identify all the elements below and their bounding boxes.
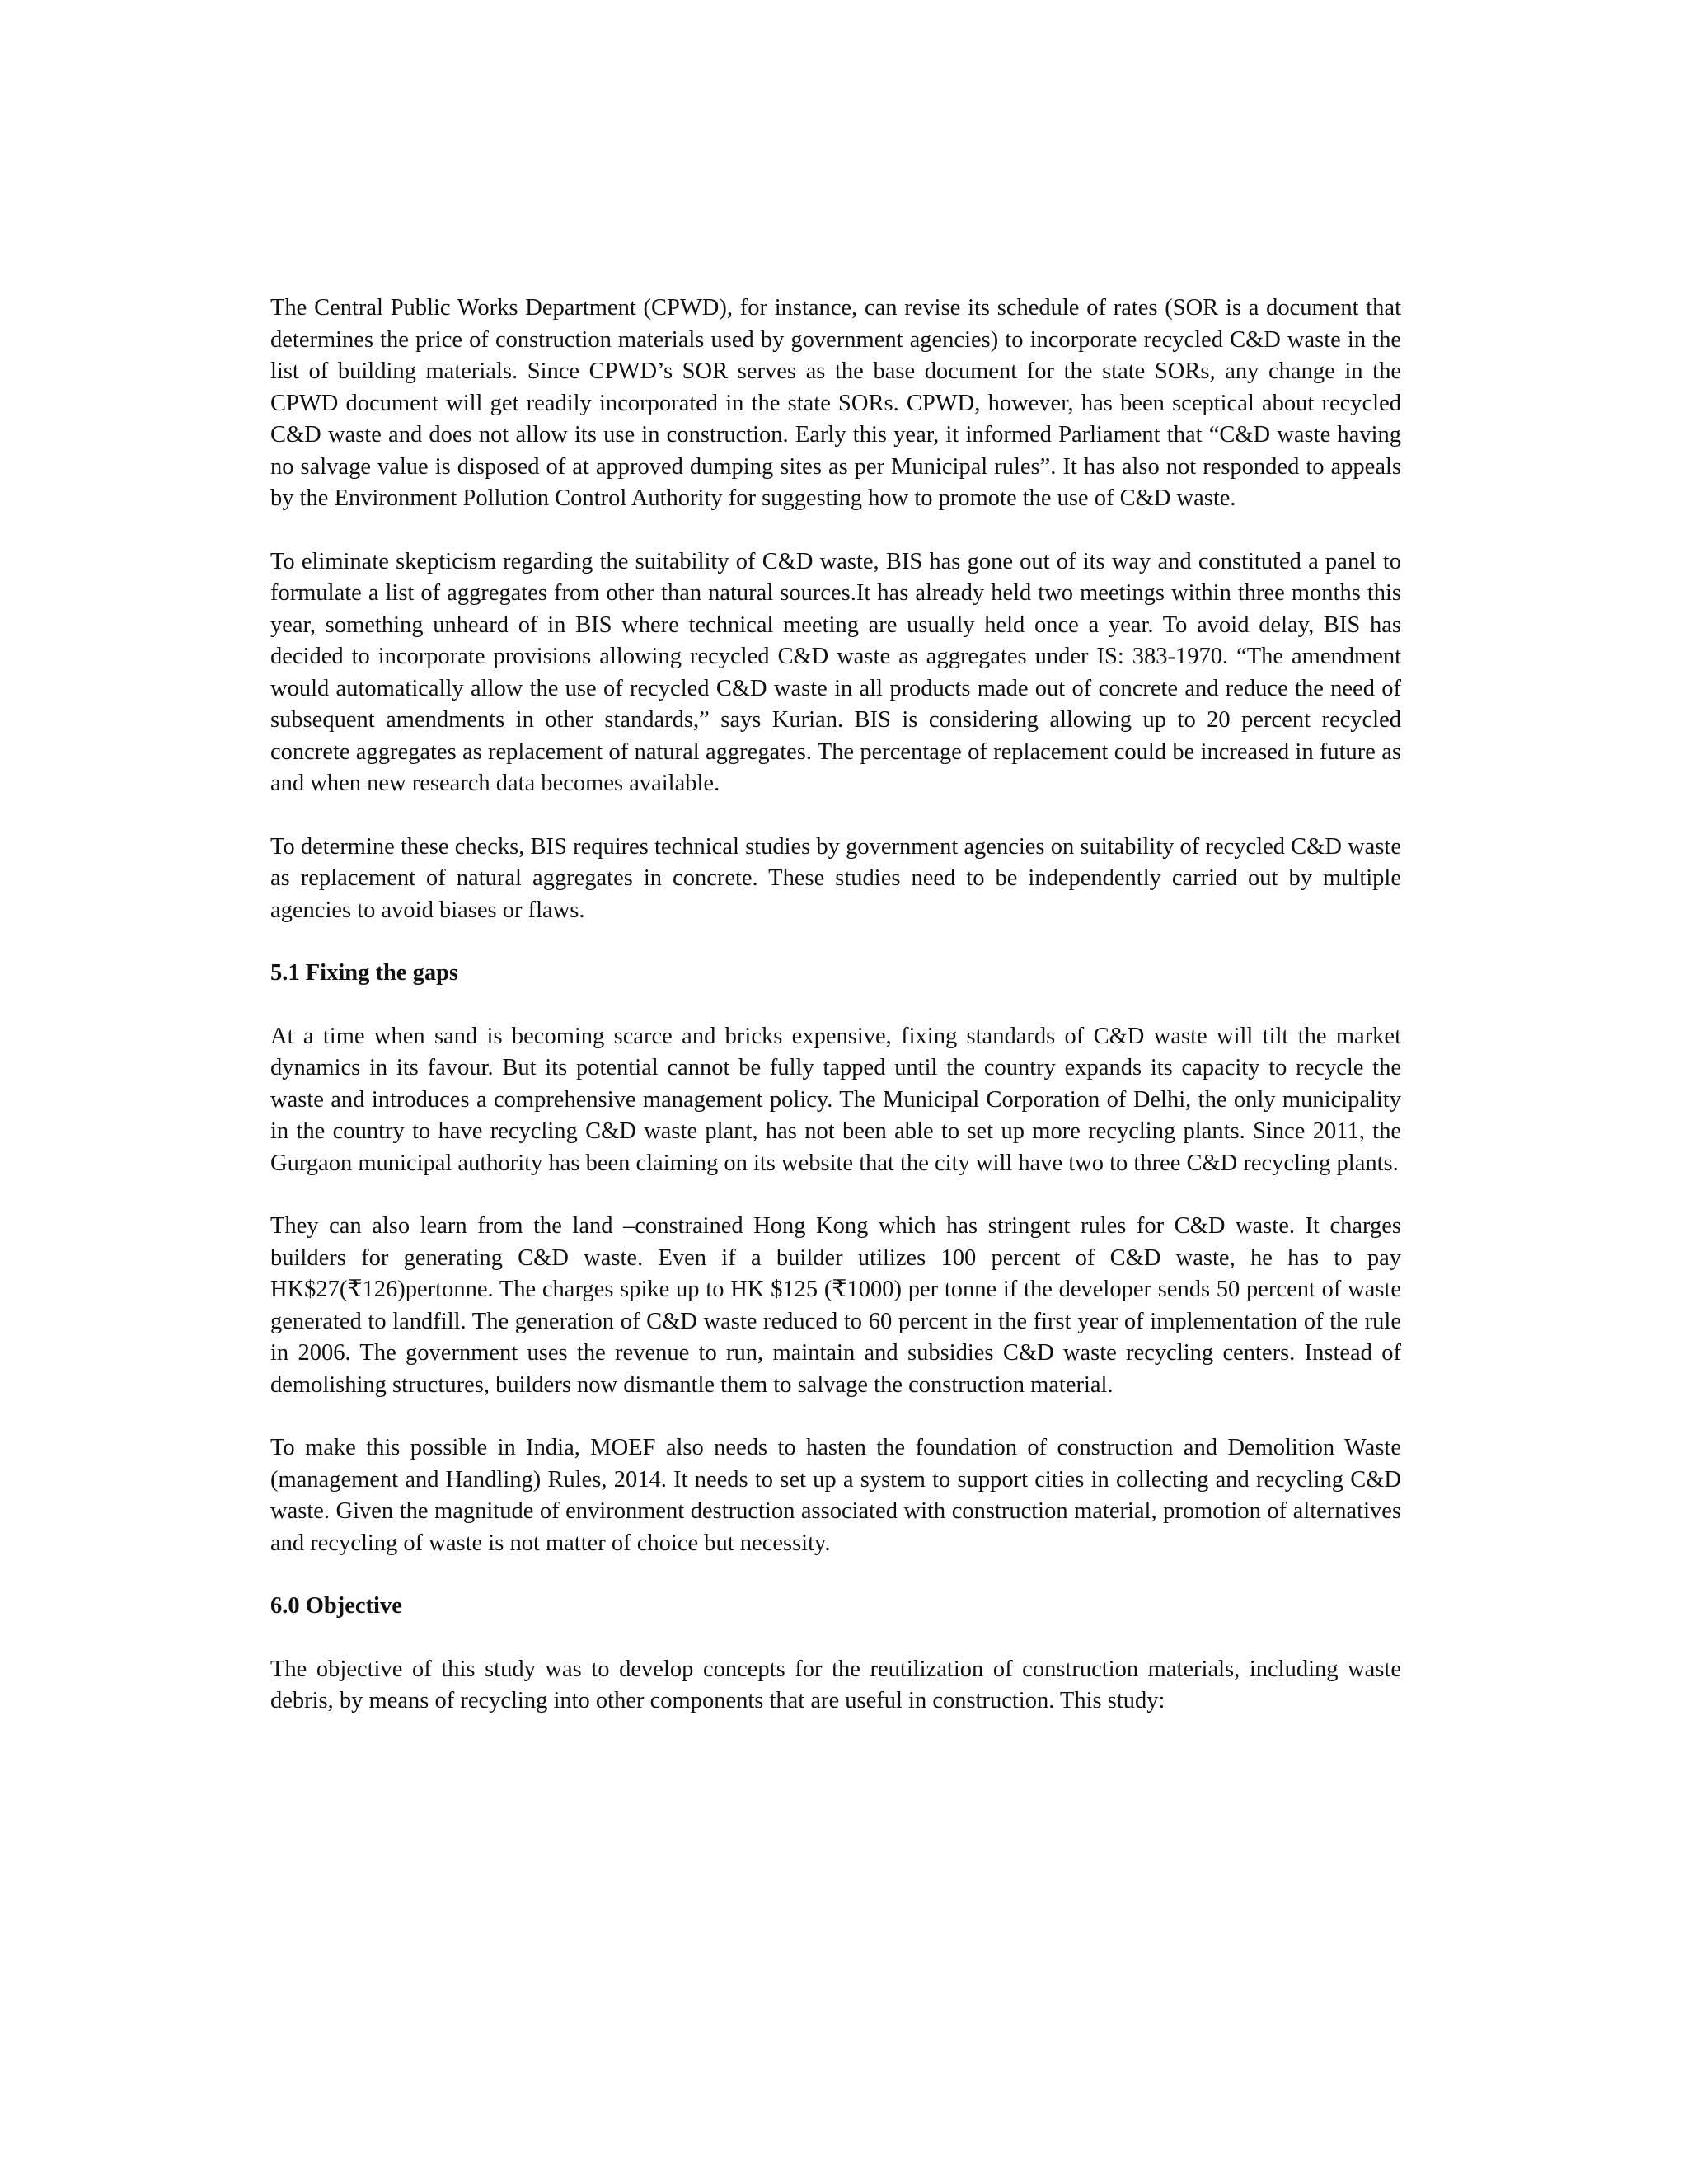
paragraph-hong-kong: They can also learn from the land –constrained Hong Kong which has stringent rules for C&D waste. It charges builders for generating C&D waste. Even if a builder utilizes 100 percent of C&D waste, he has to pay HK$27(₹126)pertonne. The charges spike up to HK $125 (₹1000) per tonne if the developer sends 50 percent of waste generated to landfill. The generation of C&D waste reduced to 60 percent in the first year of implementation of the rule in 2006. The government uses the revenue to run, maintain and subsidies C&D waste recycling centers. Instead of demolishing structures, builders now dismantle them to salvage the construction material.: [270, 1213, 1401, 1398]
section-heading-objective: 6.0 Objective: [270, 1593, 402, 1619]
paragraph-cpwd-schedule-of-rates: The Central Public Works Department (CPWD), for instance, can revise its schedule of rates (SOR is a document that determines the price of construction materials used by government agencies) to incorporate recycled C&D waste in the list of building materials. Since CPWD’s SOR serves as the base document for the state SORs, any change in the CPWD document will get readily incorporated in the state SORs. CPWD, however, has been sceptical about recycled C&D waste and does not allow its use in construction. Early this year, it informed Parliament that “C&D waste having no salvage value is disposed of at approved dumping sites as per Municipal rules”. It has also not responded to appeals by the Environment Pollution Control Authority for suggesting how to promote the use of C&D waste.: [270, 295, 1401, 511]
paragraph-technical-studies: To determine these checks, BIS requires technical studies by government agencies on suitability of recycled C&D waste as replacement of natural aggregates in concrete. These studies need to be independently carried out by multiple agencies to avoid biases or flaws.: [270, 833, 1401, 923]
paragraph-moef-rules: To make this possible in India, MOEF also needs to hasten the foundation of construction and Demolition Waste (management and Handling) Rules, 2014. It needs to set up a system to support cities in collecting and recycling C&D waste. Given the magnitude of environment destruction associated with construction material, promotion of alternatives and recycling of waste is not matter of choice but necessity.: [270, 1435, 1401, 1556]
page-body: [270, 293, 1401, 1749]
section-heading-fixing-the-gaps: 5.1 Fixing the gaps: [270, 960, 459, 986]
paragraph-objective: The objective of this study was to develop concepts for the reutilization of construction materials, including waste debris, by means of recycling into other components that are useful in construction. This study:: [270, 1656, 1401, 1713]
paragraph-bis-panel: To eliminate skepticism regarding the suitability of C&D waste, BIS has gone out of its way and constituted a panel to formulate a list of aggregates from other than natural sources.It has already held two meetings within three months this year, something unheard of in BIS where technical meeting are usually held once a year. To avoid delay, BIS has decided to incorporate provisions allowing recycled C&D waste as aggregates under IS: 383-1970. “The amendment would automatically allow the use of recycled C&D waste in all products made out of concrete and reduce the need of subsequent amendments in other standards,” says Kurian. BIS is considering allowing up to 20 percent recycled concrete aggregates as replacement of natural aggregates. The percentage of replacement could be increased in future as and when new research data becomes available.: [270, 548, 1401, 796]
paragraph-market-dynamics: At a time when sand is becoming scarce and bricks expensive, fixing standards of C&D waste will tilt the market dynamics in its favour. But its potential cannot be fully tapped until the country expands its capacity to recycle the waste and introduces a comprehensive management policy. The Municipal Corporation of Delhi, the only municipality in the country to have recycling C&D waste plant, has not been able to set up more recycling plants. Since 2011, the Gurgaon municipal authority has been claiming on its website that the city will have two to three C&D recycling plants.: [270, 1023, 1401, 1176]
